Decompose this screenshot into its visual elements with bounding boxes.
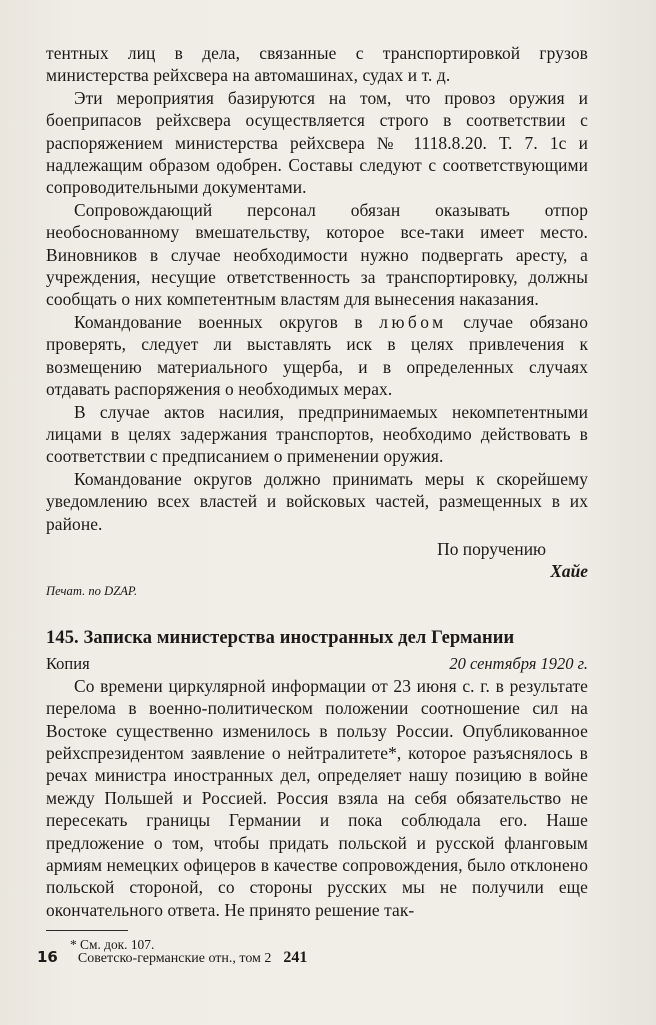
emphasis-word: любом: [379, 311, 447, 332]
paragraph-transport-basis: Эти мероприятия базируются на том, что провоз оружия и боеприпасов рейхсвера осуществляется строго в соответствии с распоряжением министерства рейхсвера № 1118.8.20. Т. 7. 1с и надлежащим образом одобрен. Составы следуют с соответствующими сопроводительными документами.: [46, 87, 588, 198]
document-meta: [46, 653, 588, 675]
collection-title: Советско-германские отн., том 2: [77, 951, 272, 966]
signature-name: Хайе: [550, 561, 588, 582]
footnote-divider: [46, 930, 128, 931]
signature-mark-number: 16: [37, 948, 58, 966]
paragraph-violence: В случае актов насилия, предпринимаемых некомпетентными лицами в целях задержания транспортов, необходимо действовать в соответствии с предписанием о применении оружия.: [46, 401, 588, 467]
source-note: Печат. по DZAP.: [46, 583, 138, 598]
page-footer: [37, 948, 597, 967]
document-title: 145. Записка министерства иностранных дел Германии: [46, 627, 515, 648]
document-date: 20 сентября 1920 г.: [449, 653, 588, 673]
paragraph-memo-body: Со времени циркулярной информации от 23 июня с. г. в результате перелома в военно-политическом положении соотношение сил на Востоке существенно изменилось в пользу России. Опубликованное рейхспрезидентом заявление о нейтралитете*, которое разъяснялось в речах министра иностранных дел, определяет нашу позицию в войне между Польшей и Россией. Россия взяла на себя обязательство не пересекать границы Германии и пока соблюдала его. Наше предложение о том, чтобы придать польской и русской фланговым армиям немецких офицеров в качестве сопровождения, было отклонено польской стороной, со стороны русских мы не получили еще окончательного ответа. Не принято решение так-: [46, 675, 588, 920]
text-column: [46, 42, 588, 954]
copy-label: Копия: [46, 653, 90, 673]
paragraph-district-command: [46, 311, 588, 401]
footnote: * См. док. 107.: [70, 937, 155, 953]
page-number: 241: [283, 949, 308, 966]
paragraph-continued: тентных лиц в дела, связанные с транспортировкой грузов министерства рейхсвера на автомашинах, судах и т. д.: [46, 43, 588, 86]
paragraph-notification: Командование округов должно принимать меры к скорейшему уведомлению всех властей и войсковых частей, размещенных в их районе.: [46, 468, 588, 534]
paragraph-district-command-end: случае обязано проверять, следует ли выставлять иск в целях привлечения к возмещению материального ущерба, и в определенных случаях отдавать распоряжения о необходимых мерах.: [46, 311, 588, 400]
signature-instruction: По поручению: [437, 538, 546, 559]
paragraph-escort-personnel: Сопровождающий персонал обязан оказывать отпор необоснованному вмешательству, которое все-таки имеет место. Виновников в случае необходимости нужно подвергать аресту, а учреждения, несущие ответственность за транспортировку, должны сообщать о них компетентным властям для вынесения наказания.: [46, 199, 588, 310]
paragraph-district-command-start: Командование военных округов в: [74, 311, 380, 332]
